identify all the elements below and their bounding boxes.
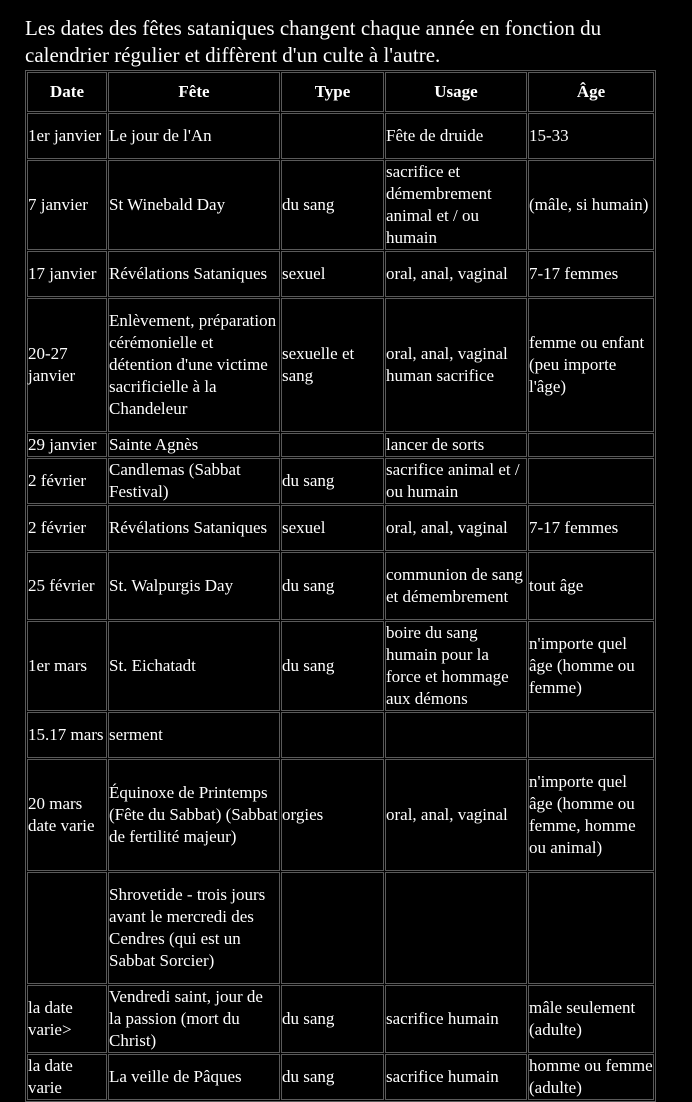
cell-type: du sang xyxy=(281,160,384,250)
cell-age xyxy=(528,433,654,457)
cell-age: 15-33 xyxy=(528,113,654,159)
cell-fete: Équinoxe de Printemps (Fête du Sabbat) (Sabbat de fertilité majeur) xyxy=(108,759,280,871)
cell-age: mâle seulement (adulte) xyxy=(528,985,654,1053)
table-row xyxy=(27,985,654,1053)
cell-age: homme ou femme (adulte) xyxy=(528,1054,654,1100)
cell-fete: Révélations Sataniques xyxy=(108,251,280,297)
cell-fete: Révélations Sataniques xyxy=(108,505,280,551)
cell-age: n'importe quel âge (homme ou femme) xyxy=(528,621,654,711)
cell-type xyxy=(281,872,384,984)
cell-usage: oral, anal, vaginal human sacrifice xyxy=(385,298,527,432)
cell-fete: serment xyxy=(108,712,280,758)
table-header-row xyxy=(27,72,654,112)
table-row xyxy=(27,552,654,620)
cell-date: 2 février xyxy=(27,458,107,504)
cell-usage: oral, anal, vaginal xyxy=(385,251,527,297)
table-row xyxy=(27,160,654,250)
cell-age: (mâle, si humain) xyxy=(528,160,654,250)
table-row xyxy=(27,505,654,551)
cell-date: la date varie> xyxy=(27,985,107,1053)
cell-age: femme ou enfant (peu importe l'âge) xyxy=(528,298,654,432)
table-row xyxy=(27,113,654,159)
cell-age: tout âge xyxy=(528,552,654,620)
table-body xyxy=(27,113,654,1100)
cell-fete: Shrovetide - trois jours avant le mercredi des Cendres (qui est un Sabbat Sorcier) xyxy=(108,872,280,984)
table-row xyxy=(27,251,654,297)
header-usage: Usage xyxy=(385,72,527,112)
cell-usage: communion de sang et démembrement xyxy=(385,552,527,620)
cell-date: 29 janvier xyxy=(27,433,107,457)
cell-date: la date varie xyxy=(27,1054,107,1100)
cell-fete: Le jour de l'An xyxy=(108,113,280,159)
intro-text xyxy=(25,15,692,69)
cell-type: du sang xyxy=(281,1054,384,1100)
cell-type: sexuel xyxy=(281,251,384,297)
header-age: Âge xyxy=(528,72,654,112)
cell-date: 25 février xyxy=(27,552,107,620)
cell-age xyxy=(528,458,654,504)
cell-usage: oral, anal, vaginal xyxy=(385,505,527,551)
cell-usage: sacrifice et démembrement animal et / ou humain xyxy=(385,160,527,250)
table-row xyxy=(27,433,654,457)
cell-age: 7-17 femmes xyxy=(528,505,654,551)
cell-usage xyxy=(385,712,527,758)
cell-fete: Enlèvement, préparation cérémonielle et détention d'une victime sacrificielle à la Chandeleur xyxy=(108,298,280,432)
cell-date xyxy=(27,872,107,984)
table-row xyxy=(27,872,654,984)
cell-age xyxy=(528,712,654,758)
cell-fete: St. Eichatadt xyxy=(108,621,280,711)
table-row xyxy=(27,1054,654,1100)
cell-usage: sacrifice animal et / ou humain xyxy=(385,458,527,504)
header-type: Type xyxy=(281,72,384,112)
cell-date: 17 janvier xyxy=(27,251,107,297)
cell-type xyxy=(281,113,384,159)
cell-fete: Sainte Agnès xyxy=(108,433,280,457)
cell-type: du sang xyxy=(281,458,384,504)
cell-fete: St. Walpurgis Day xyxy=(108,552,280,620)
cell-usage: sacrifice humain xyxy=(385,985,527,1053)
cell-fete: La veille de Pâques xyxy=(108,1054,280,1100)
cell-date: 15.17 mars xyxy=(27,712,107,758)
cell-date: 1er mars xyxy=(27,621,107,711)
cell-date: 20-27 janvier xyxy=(27,298,107,432)
cell-fete: St Winebald Day xyxy=(108,160,280,250)
cell-type: orgies xyxy=(281,759,384,871)
cell-usage: Fête de druide xyxy=(385,113,527,159)
cell-date: 1er janvier xyxy=(27,113,107,159)
cell-fete: Candlemas (Sabbat Festival) xyxy=(108,458,280,504)
cell-usage: lancer de sorts xyxy=(385,433,527,457)
header-fete: Fête xyxy=(108,72,280,112)
cell-date: 2 février xyxy=(27,505,107,551)
cell-date: 20 mars date varie xyxy=(27,759,107,871)
cell-date: 7 janvier xyxy=(27,160,107,250)
cell-type: sexuel xyxy=(281,505,384,551)
cell-usage: boire du sang humain pour la force et hommage aux démons xyxy=(385,621,527,711)
table-row xyxy=(27,298,654,432)
feasts-table xyxy=(25,70,656,1102)
cell-usage: oral, anal, vaginal xyxy=(385,759,527,871)
table-row xyxy=(27,621,654,711)
intro-line: calendrier régulier et diffèrent d'un culte à l'autre. xyxy=(25,43,441,67)
table-row xyxy=(27,458,654,504)
table-row xyxy=(27,712,654,758)
cell-age: 7-17 femmes xyxy=(528,251,654,297)
intro-line: Les dates des fêtes sataniques changent chaque année en fonction du xyxy=(25,16,602,40)
cell-type xyxy=(281,712,384,758)
cell-type xyxy=(281,433,384,457)
feasts-table-wrapper xyxy=(25,70,656,1102)
cell-age: n'importe quel âge (homme ou femme, homme ou animal) xyxy=(528,759,654,871)
cell-type: du sang xyxy=(281,552,384,620)
cell-type: du sang xyxy=(281,985,384,1053)
cell-type: sexuelle et sang xyxy=(281,298,384,432)
cell-age xyxy=(528,872,654,984)
cell-usage xyxy=(385,872,527,984)
cell-type: du sang xyxy=(281,621,384,711)
table-row xyxy=(27,759,654,871)
cell-usage: sacrifice humain xyxy=(385,1054,527,1100)
cell-fete: Vendredi saint, jour de la passion (mort du Christ) xyxy=(108,985,280,1053)
header-date: Date xyxy=(27,72,107,112)
